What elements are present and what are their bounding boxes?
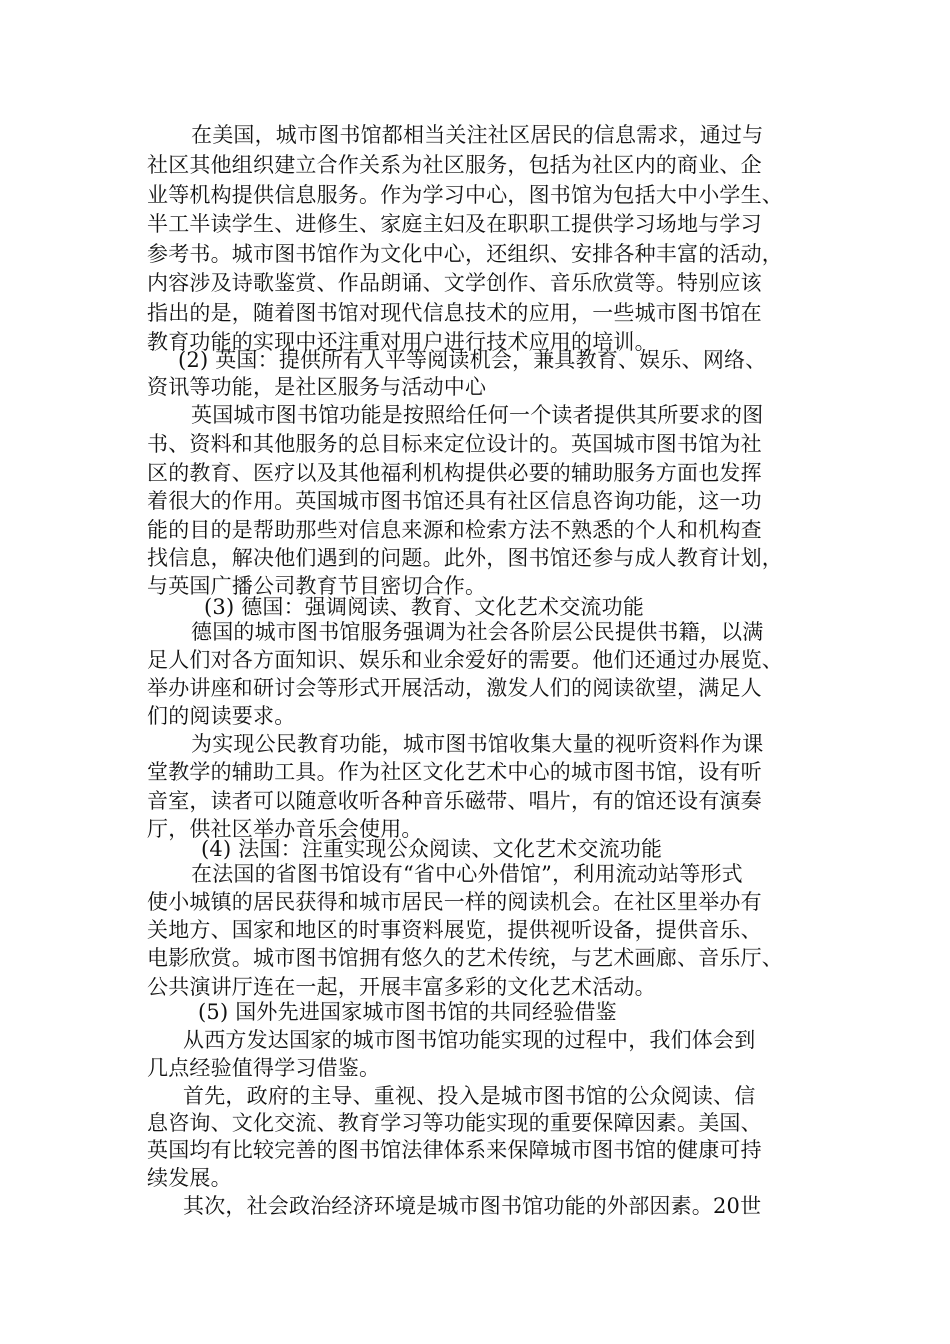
text-line: 着很大的作用。英国城市图书馆还具有社区信息咨询功能，这一功 bbox=[147, 489, 762, 513]
section-heading: (5) 国外先进国家城市图书馆的共同经验借鉴 bbox=[198, 1000, 617, 1024]
text-line: 社区其他组织建立合作关系为社区服务，包括为社区内的商业、企 bbox=[147, 153, 762, 177]
text-line: 书、资料和其他服务的总目标来定位设计的。英国城市图书馆为社 bbox=[147, 432, 762, 456]
text-line: 英国城市图书馆功能是按照给任何一个读者提供其所要求的图 bbox=[191, 403, 764, 427]
text-line: 教育功能的实现中还注重对用户进行技术应用的培训。 bbox=[147, 330, 656, 354]
text-line: 们的阅读要求。 bbox=[147, 704, 296, 728]
text-line: 在美国，城市图书馆都相当关注社区居民的信息需求，通过与 bbox=[191, 123, 764, 147]
text-line: 参考书。城市图书馆作为文化中心，还组织、安排各种丰富的活动， bbox=[147, 242, 783, 266]
text-line: 几点经验值得学习借鉴。 bbox=[147, 1056, 381, 1080]
text-line: 英国均有比较完善的图书馆法律体系来保障城市图书馆的健康可持 bbox=[147, 1138, 762, 1162]
text-line: 德国的城市图书馆服务强调为社会各阶层公民提供书籍，以满 bbox=[191, 620, 764, 644]
section-heading: (4) 法国：注重实现公众阅读、文化艺术交流功能 bbox=[201, 837, 663, 861]
text-line: 找信息，解决他们遇到的问题。此外，图书馆还参与成人教育计划， bbox=[147, 546, 783, 570]
text-line: 业等机构提供信息服务。作为学习中心，图书馆为包括大中小学生、 bbox=[147, 183, 783, 207]
text-line: 足人们对各方面知识、娱乐和业余爱好的需要。他们还通过办展览、 bbox=[147, 648, 783, 672]
text-line: 举办讲座和研讨会等形式开展活动，激发人们的阅读欲望，满足人 bbox=[147, 676, 762, 700]
section-heading: (2) 英国：提供所有人平等阅读机会，兼具教育、娱乐、网络、 bbox=[178, 348, 767, 372]
section-heading: (3) 德国：强调阅读、教育、文化艺术交流功能 bbox=[204, 595, 645, 619]
text-line: 区的教育、医疗以及其他福利机构提供必要的辅助服务方面也发挥 bbox=[147, 461, 762, 485]
text-line: 续发展。 bbox=[147, 1166, 232, 1190]
text-line: 音室，读者可以随意收听各种音乐磁带、唱片，有的馆还设有演奏 bbox=[147, 789, 762, 813]
text-line: 指出的是，随着图书馆对现代信息技术的应用，一些城市图书馆在 bbox=[147, 301, 762, 325]
text-line: 关地方、国家和地区的时事资料展览，提供视听设备，提供音乐、 bbox=[147, 918, 762, 942]
text-line: 在法国的省图书馆设有“省中心外借馆”，利用流动站等形式 bbox=[191, 862, 743, 886]
text-line: 首先，政府的主导、重视、投入是城市图书馆的公众阅读、信 bbox=[183, 1084, 756, 1108]
text-line: 堂教学的辅助工具。作为社区文化艺术中心的城市图书馆，设有听 bbox=[147, 760, 762, 784]
text-line: 息咨询、文化交流、教育学习等功能实现的重要保障因素。美国、 bbox=[147, 1111, 762, 1135]
text-line: 能的目的是帮助那些对信息来源和检索方法不熟悉的个人和机构查 bbox=[147, 518, 762, 542]
text-line: 为实现公民教育功能，城市图书馆收集大量的视听资料作为课 bbox=[191, 732, 764, 756]
text-line: 公共演讲厅连在一起，开展丰富多彩的文化艺术活动。 bbox=[147, 975, 656, 999]
text-line: 其次，社会政治经济环境是城市图书馆功能的外部因素。20世 bbox=[183, 1194, 762, 1218]
text-line: 使小城镇的居民获得和城市居民一样的阅读机会。在社区里举办有 bbox=[147, 890, 762, 914]
text-line: 从西方发达国家的城市图书馆功能实现的过程中，我们体会到 bbox=[183, 1028, 756, 1052]
section-heading: 资讯等功能，是社区服务与活动中心 bbox=[147, 375, 487, 399]
text-line: 厅，供社区举办音乐会使用。 bbox=[147, 817, 423, 841]
text-line: 内容涉及诗歌鉴赏、作品朗诵、文学创作、音乐欣赏等。特别应该 bbox=[147, 271, 762, 295]
text-line: 与英国广播公司教育节目密切合作。 bbox=[147, 574, 487, 598]
text-line: 电影欣赏。城市图书馆拥有悠久的艺术传统，与艺术画廊、音乐厅、 bbox=[147, 946, 783, 970]
text-line: 半工半读学生、进修生、家庭主妇及在职职工提供学习场地与学习 bbox=[147, 212, 762, 236]
